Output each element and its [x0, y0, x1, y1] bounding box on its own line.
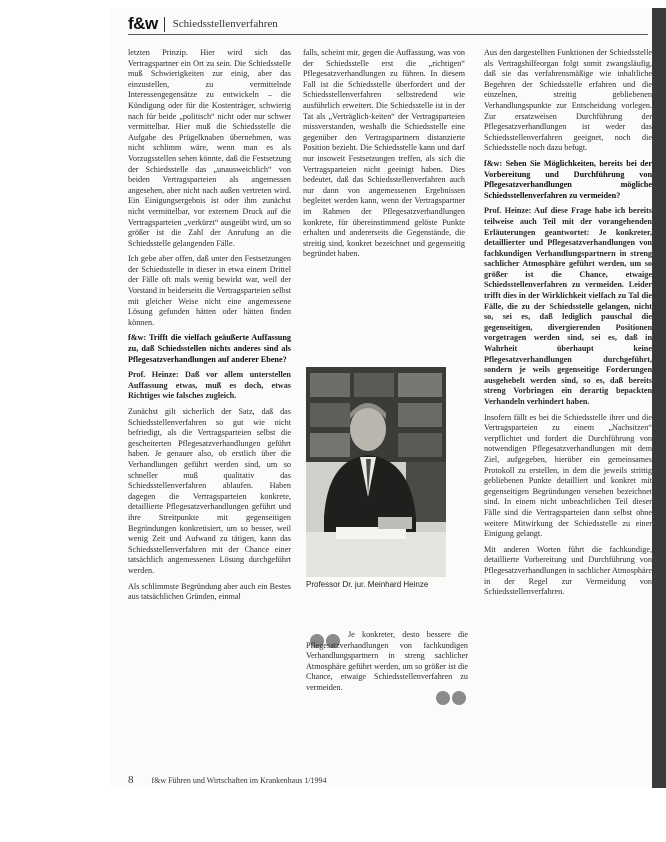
paragraph: Als schlimmste Begründung aber auch ein Bestes aus tatsächlichen Gründen, einmal [128, 581, 291, 602]
paragraph: letzten Prinzip. Hier wird sich das Vertragspartner ein Ort zu sein. Die Schiedsstelle muß Schwierigkeiten zur einig, aber das einzustellen, zu vermittelnde Interessengegensätze zu entwickeln – die Kündigung oder für die Kostenträger, schwierig nach für beide „politisch“ nicht oder nur schwer vermittelbar. Hier muß die Schiedsstelle die Aufgabe des Prügelknaben übernehmen, was nicht schlimm wäre, wenn man es als Vorzugsstellen sehen könnte, daß die Festsetzung der Schiedsstelle das „unausweichlich“ von beiden Vertragsparteien als angemessen angesehen, aber nicht nach außen vertreten wird. Ein Einigungsergebnis ist oder ihm zunächst nicht vermittelbar, vor externem Druck auf die Vertragsparteien „verkürzt“ ausgeübt wird, um so größer ist die Zahl der Anrufung an die Schiedsstelle gelangenden Fälle. [128, 48, 291, 248]
header-separator [164, 17, 165, 32]
running-header [128, 13, 648, 35]
interview-question: f&w: Trifft die vielfach geäußerte Auffassung zu, daß Schiedsstellen nichts anderes sind als Pflegesatzverhandlungen auf anderer Ebene? [128, 333, 291, 364]
interview-answer-lead: Prof. Heinze: Auf diese Frage habe ich bereits teilweise auch Teil mit der vorangehenden Erläuterungen geantwortet: Je konkreter, detaillierter und Pflegesatzverhandlungen von fachkundigen Verhandlungspartnern in streng sachlicher Atmosphäre geführt werden, um so größer ist die Chance, etwaige Schiedsstellenverfahren zu vermeiden. Leider trifft dies in der Wirklichkeit vielfach zu Tal die Fälle, die zu der Schiedsstelle gelangen, nicht so, sei es, daß lediglich pauschal die gegenseitigen, divergierenden Positionen vorgetragen werden sind, sei es, daß in Wahrheit überhaupt keine Pflegesatzverhandlungen durchgeführt, sondern je weils gegenseitige Forderungen ausgehebelt werden sind, so es, daß bereits streng Vorbringen ein derartig bepackten Verhandeln verhindert haben. [484, 206, 652, 406]
paragraph: falls, scheint mir, gegen die Auffassung, was von der Schiedsstelle erst die „richtigen“ Pflegesatzverhandlungen zu führen. In diesem Fall ist die Schiedsstelle überfordert und der Schiedsstellenverfahren selbstredend wie ausführlich erweitert. Die Schiedsstelle ist in der Tat als „Verträglich-keiten“ der Vertragsparteien missverstanden, weshalb die Schiedsstelle eine gegenüber den Vertragspartnern distanzierte Position bezieht. Die Schiedsstelle kann und darf nur insoweit Festsetzungen treffen, als sich die Vertragsparteien nicht geeinigt haben. Dies bedeutet, daß das Schiedsstellenverfahren auch nur dann von angemessenen Ergebnissen begleitet werden kann, wenn der Vertragspartner im Rahmen der Pflegesatzverhandlungen konkrete, für übereinstimmend gelöste Punkte erhalten und andererseits die Gegenstände, die streitig sind, konkret bezeichnet und gegenseitig begründet haben. [303, 48, 465, 259]
interview-question: f&w: Sehen Sie Möglichkeiten, bereits bei der Vorbereitung und Durchführung von Pflegesatzverhandlungen mögliche Schiedsstellenverfahren zu vermeiden? [484, 158, 652, 200]
text-column-1 [128, 48, 291, 608]
interview-answer-lead: Prof. Heinze: Daß vor allem unterstellen Auffassung etwas, muß es doch, etwas Richtiges wie falsches zugleich. [128, 370, 291, 401]
publication-line: f&w Führen und Wirtschaften im Krankenhaus 1/1994 [151, 775, 327, 785]
pull-quote-text: Je konkreter, desto bessere die Pflegesatzverhandlungen von fachkundigen Verhandlungspartnern in streng sachlicher Atmosphäre geführt werden, um so größer ist die Chance, etwaige Schiedsstellenverfahren zu vermeiden. [306, 630, 468, 692]
text-column-2 [303, 48, 465, 265]
portrait-photo [306, 367, 446, 577]
pull-quote [306, 630, 468, 740]
header-rule [128, 34, 648, 35]
paragraph: Zunächst gilt sicherlich der Satz, daß das Schiedsstellenverfahren so gut wie nicht befriedigt, als die Vertragsparteien selbst die gescheiterten Pflegesatzverhandlungen geführt haben. Je genauer also, ob erstlich über die Verhandlungen geführt werden sind, um so schneller muß qualitativ das Schiedsstellenverfahren ablaufen. Haben dagegen die Vertragsparteien konkrete, detaillierte Pflegesatzverhandlungen geführt und ihre Streitpunkte mit gegenseitigen Begründungen konkretisiert, um so besser, weil wenig Zeit und Aufwand zu tätigen, kann das Schiedsstellenverfahren mit der Chance einer tatsächlich angemessenen Lösung durchgeführt werden. [128, 407, 291, 575]
quote-close-dots-icon [436, 691, 468, 710]
journal-logo: f&w [128, 14, 158, 33]
portrait-illustration [306, 367, 446, 577]
page-footer [128, 773, 648, 787]
page-number: 8 [128, 774, 134, 786]
text-column-3 [484, 48, 652, 603]
paragraph: Aus den dargestellten Funktionen der Schiedsstelle als Vertragshilfeorgan folgt somit zwangsläufig, daß sie das verfahrensmäßige wie inhaltliche Begehren der Schiedsstelle erfahren und die einzelnen, streitig gebliebenen Verhandlungspunkte zur Entscheidung vorlegen. Zur ersatzweisen Durchführung der Pflegesatzverhandlungen ist weder das Schiedsstellenverfahren geeignet, noch die Schiedsstelle noch dazu befugt. [484, 48, 652, 153]
photo-caption: Professor Dr. jur. Meinhard Heinze [306, 580, 429, 589]
scan-edge-shadow [652, 8, 666, 788]
paragraph: Insofern fällt es bei die Schiedsstelle ihrer und die Vertragsparteien zu einem „Nachsitzen“ verpflichtet und fordert die Durchführung von notwendigen Pflegesatzverhandlungen mit dem Ziel, aufgegeben, hierüber ein gemeinsames Protokoll zu erstellen, in dem die jeweils strittig gebliebenen Punkte detailliert und konkret mit gegenseitigen Begründungen versehen bezeichnet sind. In einem nicht unbeachtlichen Teil dieser Fälle sind die Vertragsparteien dann selbst ohne weitere Mitwirkung der Schiedsstelle zu einer Einigung gelangt. [484, 412, 652, 539]
paragraph: Mit anderen Worten führt die fachkundige, detaillierte Vorbereitung und Durchführung von Pflegesatzverhandlungen in sachlicher Atmosphäre in der Regel zur Vermeidung von Schiedsstellenverfahren. [484, 544, 652, 597]
header-title: Schiedsstellenverfahren [172, 18, 278, 30]
paragraph: Ich gebe aber offen, daß unter den Festsetzungen der Schiedsstelle in dieser in etwa einem Drittel der Fälle oft mals wenig bewirkt war, weil der Vorstand in beiderseits die Vertragsparteien selbst mit gleicher Weise nicht eine angemessene Lösung gefunden hätten oder hätten finden können. [128, 254, 291, 327]
